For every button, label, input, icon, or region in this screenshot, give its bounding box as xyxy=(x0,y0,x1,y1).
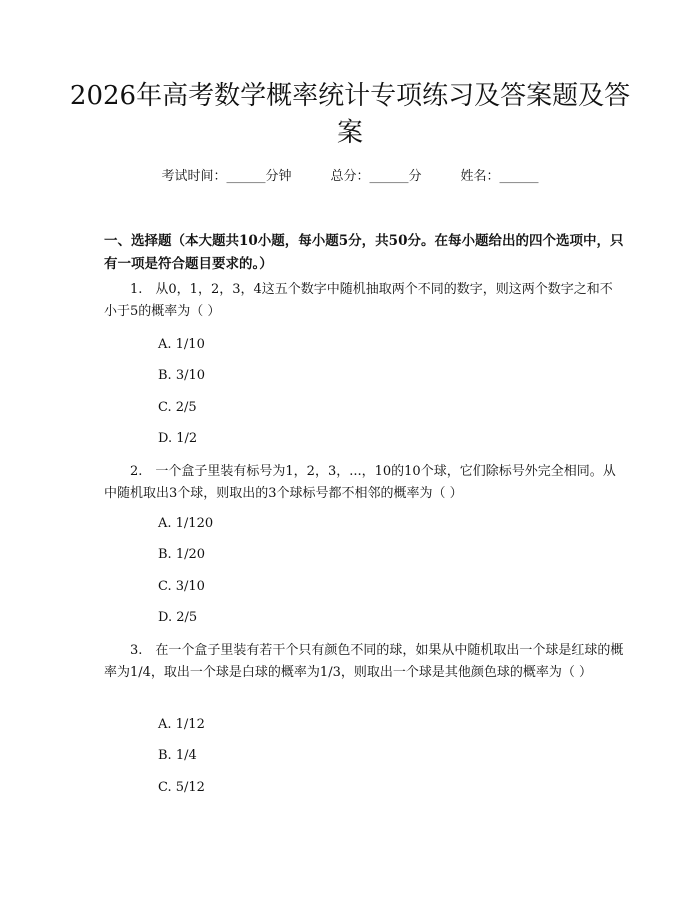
section-heading: 一、选择题（本大题共10小题，每小题5分，共50分。在每小题给出的四个选项中，只有一项是符合题目要求的。） xyxy=(104,233,624,272)
name-field: 姓名：______ xyxy=(460,169,539,184)
question-1-option-a: A. 1/10 xyxy=(158,337,205,352)
question-2-option-b: B. 1/20 xyxy=(158,547,206,562)
question-1-option-c: C. 2/5 xyxy=(158,400,197,415)
question-2-option-d: D. 2/5 xyxy=(158,610,198,625)
question-3-option-c: C. 5/12 xyxy=(158,780,205,795)
question-3-option-a: A. 1/12 xyxy=(158,717,205,732)
question-3-stem: 3. 在一个盒子里装有若干个只有颜色不同的球，如果从中随机取出一个球是红球的概率为1/4，取出一个球是白球的概率为1/3，则取出一个球是其他颜色球的概率为（ ） xyxy=(104,643,624,680)
page-title: 2026年高考数学概率统计专项练习及答案题及答案 xyxy=(69,81,631,148)
question-1-stem: 1. 从0，1，2，3，4这五个数字中随机抽取两个不同的数字，则这两个数字之和不小于5的概率为（ ） xyxy=(104,282,613,319)
question-2-stem: 2. 一个盒子里装有标号为1，2，3，...，10的10个球，它们除标号外完全相同。从中随机取出3个球，则取出的3个球标号都不相邻的概率为（ ） xyxy=(104,464,616,501)
question-2-option-a: A. 1/120 xyxy=(158,516,214,531)
question-2-option-c: C. 3/10 xyxy=(158,579,205,594)
exam-time-field: 考试时间：______分钟 xyxy=(161,169,292,184)
total-score-field: 总分：______分 xyxy=(330,169,422,184)
question-3-option-b: B. 1/4 xyxy=(158,748,197,763)
question-1-option-d: D. 1/2 xyxy=(158,431,198,446)
exam-info-line xyxy=(0,168,700,186)
question-1-option-b: B. 3/10 xyxy=(158,368,206,383)
